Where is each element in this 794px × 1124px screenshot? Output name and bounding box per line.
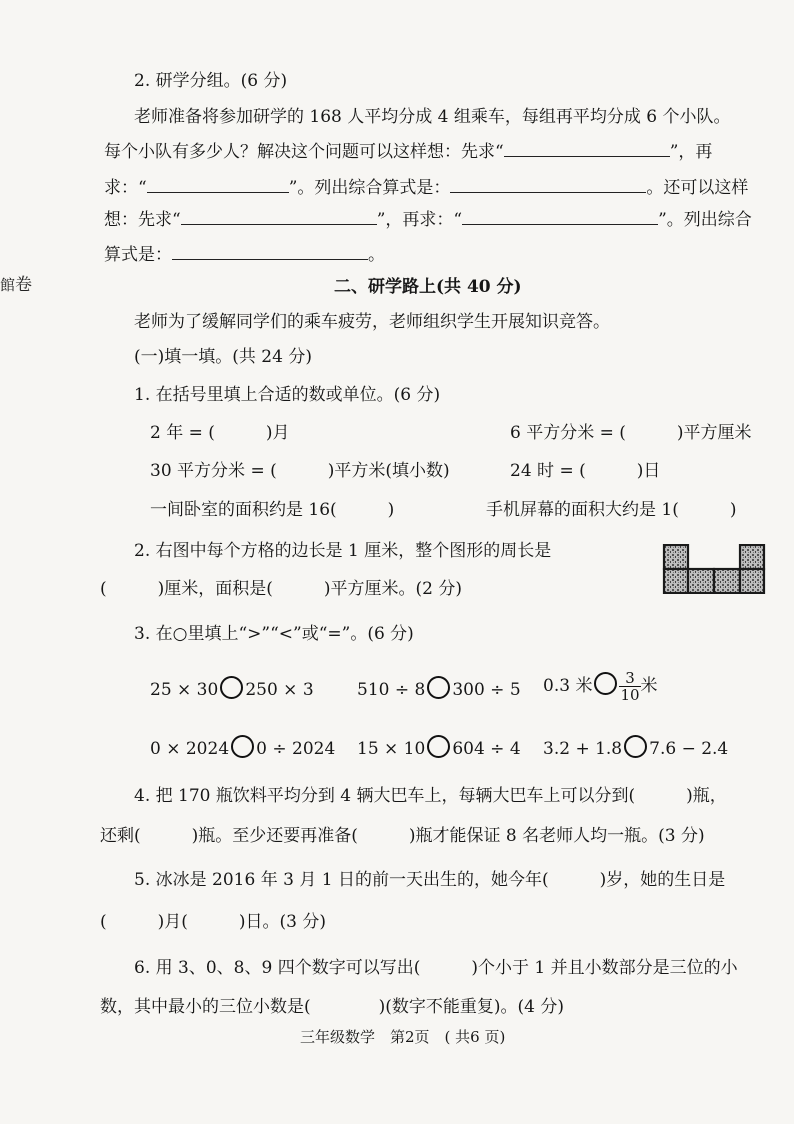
compare-circle[interactable]	[427, 735, 450, 758]
q1-item-b: 6 平方分米 = ( )平方厘米	[510, 423, 752, 443]
compare-circle[interactable]	[231, 735, 254, 758]
q3-item: 510 ÷ 8 300 ÷ 5	[357, 676, 521, 701]
q2-line3: 求：“ ”。列出综合算式是： 。还可以这样	[104, 178, 749, 198]
section-title: 二、研学路上(共 40 分)	[334, 277, 522, 297]
compare-circle[interactable]	[624, 735, 647, 758]
q1-item-c: 30 平方分米 = ( )平方米(填小数)	[150, 461, 450, 481]
part-title: (一)填一填。(共 24 分)	[134, 347, 312, 367]
answer-blank[interactable]	[504, 140, 670, 157]
q5-line1: 5. 冰冰是 2016 年 3 月 1 日的前一天出生的，她今年( )岁，她的生日是	[134, 870, 726, 890]
q2-line4: 想：先求“ ”，再求：“ ”。列出综合	[104, 210, 752, 230]
q4-line1: 4. 把 170 瓶饮料平均分到 4 辆大巴车上，每辆大巴车上可以分到( )瓶，	[134, 786, 727, 806]
q3-item: 0.3 米 $\frac{3}{10}$ 米	[543, 669, 658, 704]
fraction: $\frac{3}{10}$	[620, 669, 640, 704]
q1-item-a: 2 年 = ( )月	[150, 423, 290, 443]
q1-item-d: 24 时 = ( )日	[510, 461, 661, 481]
compare-circle[interactable]	[427, 676, 450, 699]
q6-line1: 6. 用 3、0、8、9 四个数字可以写出( )个小于 1 并且小数部分是三位的小	[134, 958, 738, 978]
square-grid-figure	[662, 544, 768, 594]
q2-line5: 算式是： 。	[104, 245, 385, 265]
q1-item-f: 手机屏幕的面积大约是 1( )	[486, 500, 737, 520]
page-footer: 三年级数学 第2页 ( 共6 页)	[300, 1028, 506, 1046]
q4-line2: 还剩( )瓶。至少还要再准备( )瓶才能保证 8 名老师人均一瓶。(3 分)	[100, 826, 705, 846]
answer-blank[interactable]	[450, 176, 646, 193]
q2-title: 2. 研学分组。(6 分)	[134, 71, 288, 91]
compare-circle[interactable]	[594, 672, 617, 695]
q3-item: 3.2 + 1.8 7.6 − 2.4	[543, 735, 728, 760]
answer-blank[interactable]	[462, 208, 658, 225]
q3-title: 3. 在○里填上“>”“<”或“=”。(6 分)	[134, 624, 414, 644]
q2b-line1: 2. 右图中每个方格的边长是 1 厘米，整个图形的周长是	[134, 541, 552, 561]
q2-line2: 每个小队有多少人？解决这个问题可以这样想：先求“ ”，再	[104, 142, 713, 162]
q2b-line2: ( )厘米，面积是( )平方厘米。(2 分)	[100, 579, 463, 599]
q6-line2: 数，其中最小的三位小数是( )(数字不能重复)。(4 分)	[100, 997, 565, 1017]
compare-circle[interactable]	[220, 676, 243, 699]
q1-item-e: 一间卧室的面积约是 16( )	[150, 500, 395, 520]
section-intro: 老师为了缓解同学们的乘车疲劳，老师组织学生开展知识竞答。	[134, 312, 610, 332]
margin-mark: 館卷	[0, 275, 33, 295]
answer-blank[interactable]	[147, 176, 289, 193]
answer-blank[interactable]	[181, 208, 377, 225]
answer-blank[interactable]	[172, 243, 368, 260]
q3-item: 0 × 2024 0 ÷ 2024	[150, 735, 335, 760]
q3-item: 25 × 30 250 × 3	[150, 676, 314, 701]
q2-line1: 老师准备将参加研学的 168 人平均分成 4 组乘车，每组再平均分成 6 个小队。	[134, 107, 731, 127]
q1-title: 1. 在括号里填上合适的数或单位。(6 分)	[134, 385, 441, 405]
margin-mark-cut: 館	[0, 276, 16, 294]
q3-item: 15 × 10 604 ÷ 4	[357, 735, 521, 760]
q5-line2: ( )月( )日。(3 分)	[100, 912, 327, 932]
